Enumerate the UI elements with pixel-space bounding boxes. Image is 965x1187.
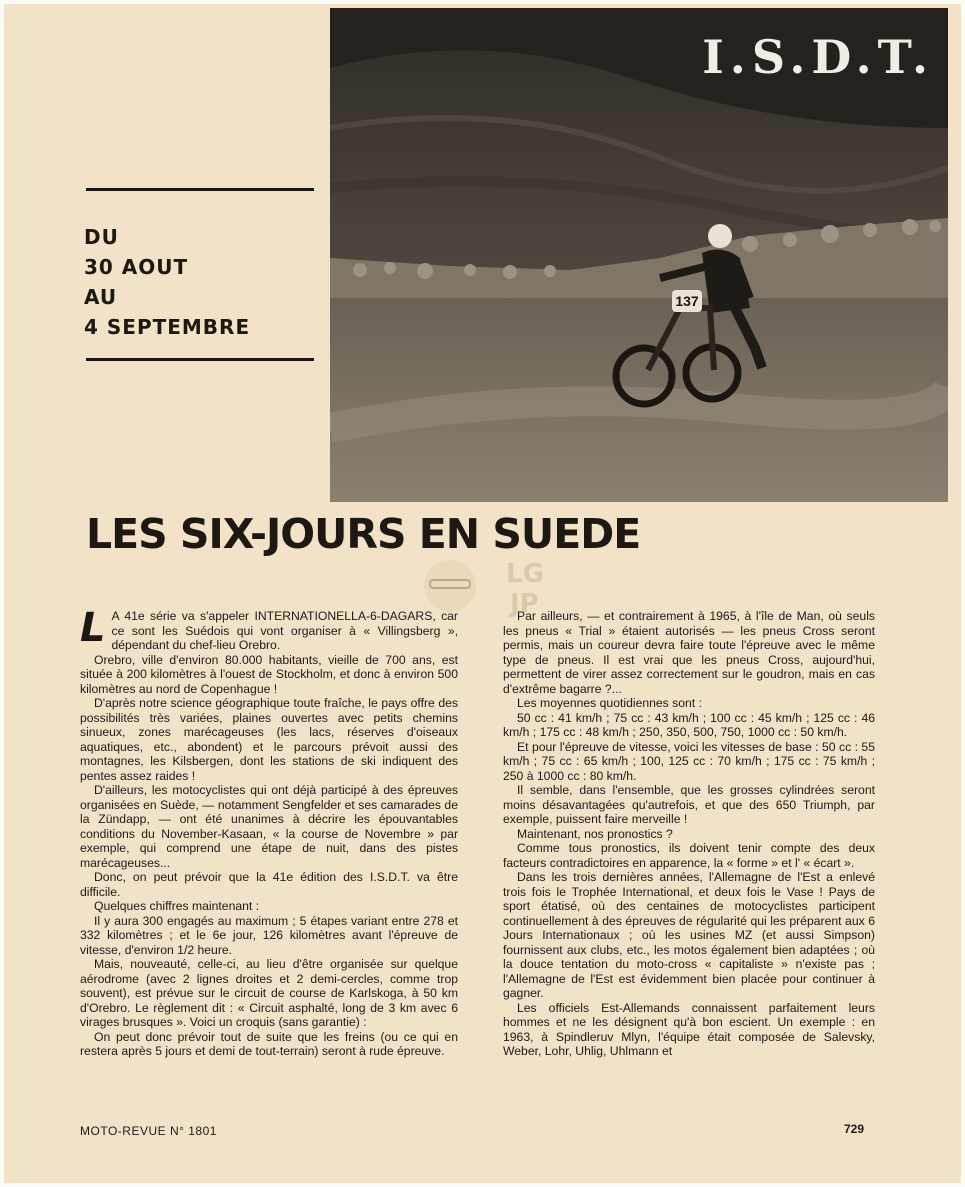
paragraph: Orebro, ville d'environ 80.000 habitants, vieille de 700 ans, est située à 200 kilomètres à l'ouest de Stockholm, et donc à environ 500 kilomètres au nord de Copenhague ! bbox=[80, 652, 458, 696]
dates-line-2: 30 AOUT bbox=[84, 255, 189, 279]
paragraph: Par ailleurs, — et contrairement à 1965, à l'île de Man, où seuls les pneus « Trial » étaient autorisés — les pneus Cross seront permis, mais un coureur devra faire toute l'épreuve avec le même type de pneus. Il est vrai que les pneus Cross, aujourd'hui, permettent de virer assez correctement sur le goudron, mais en cas d'extrême bagarre ?... bbox=[503, 609, 875, 696]
paragraph: D'ailleurs, les motocyclistes qui ont déjà participé à des épreuves organisées en Suède, — notamment Sengfelder et ses camarades de la Zündapp, — ont été unanimes à décrire les épouvantables conditions du November-Kasaan, « la course de Novembre » par exemple, qui comprend une étape de nuit, dans des pistes marécageuses... bbox=[80, 783, 458, 870]
magazine-footer: MOTO-REVUE N° 1801 bbox=[80, 1124, 217, 1138]
paragraph: Il semble, dans l'ensemble, que les grosses cylindrées seront moins désavantagées qu'autrefois, et que des 650 Triumph, par exemple, puissent faire merveille ! bbox=[503, 783, 875, 826]
paragraph: On peut donc prévoir tout de suite que les freins (ou ce qui en restera après 5 jours et demi de tout-terrain) seront à rude épreuve. bbox=[80, 1029, 458, 1058]
paragraph: Donc, on peut prévoir que la 41e édition des I.S.D.T. va être difficile. bbox=[80, 870, 458, 899]
paragraph: L A 41e série va s'appeler INTERNATIONELLA-6-DAGARS, car ce sont les Suédois qui vont organiser à « Villingsberg », dépendant du chef-lieu Orebro. bbox=[80, 605, 458, 652]
paragraph: Il y aura 300 engagés au maximum ; 5 étapes variant entre 278 et 332 kilomètres ; et le 6e jour, 126 kilomètres avant l'épreuve de vitesse, d'environ 1/2 heure. bbox=[80, 913, 458, 957]
isdt-tag: I.S.D.T. bbox=[702, 30, 934, 84]
page-number: 729 bbox=[844, 1122, 865, 1136]
bottom-rule bbox=[86, 358, 314, 361]
article-column-right bbox=[503, 609, 875, 1059]
paragraph: Et pour l'épreuve de vitesse, voici les vitesses de base : 50 cc : 55 km/h ; 75 cc : 65 km/h ; 100, 125 cc : 70 km/h ; 175 cc : 75 km/h ; 250 à 1000 cc : 80 km/h. bbox=[503, 739, 875, 783]
watermark-line-1: LG bbox=[506, 559, 544, 589]
paragraph: Les moyennes quotidiennes sont : bbox=[517, 696, 702, 710]
paragraph: Dans les trois dernières années, l'Allemagne de l'Est a enlevé trois fois le Trophée International, et deux fois le Vase ! Pays de sport étatisé, où des centaines de motocyclistes participent continuellement à des épreuves de régularité qui les préparent aux 6 Jours Internationaux ; où les usines MZ (et aussi Simpson) fournissent aux clubs, etc., les motos également bien adaptées ; où la douce tentation du moto-cross « capitaliste » n'existe pas ; l'Allemagne de l'Est est évidemment bien placée pour continuer à gagner. bbox=[503, 870, 875, 1000]
paragraph: Comme tous pronostics, ils doivent tenir compte des deux facteurs contradictoires en apparence, la « forme » et l' « écart ». bbox=[503, 841, 875, 870]
top-rule bbox=[86, 188, 314, 191]
dates-line-3: AU bbox=[84, 285, 118, 309]
magazine-page bbox=[4, 4, 961, 1183]
paragraph: Maintenant, nos pronostics ? bbox=[517, 826, 673, 841]
paragraph: D'après notre science géographique toute fraîche, le pays offre des possibilités très variées, plaines ouvertes avec petits chemins sinueux, zones marécageuses (les lacs, réserves d'oiseaux aquatiques, etc., abondent) et le parcours prévoit aussi des montagnes, les Kilsbergen, dont les stations de ski indiquent des pentes assez raides ! bbox=[80, 696, 458, 783]
paragraph: 50 cc : 41 km/h ; 75 cc : 43 km/h ; 100 cc : 45 km/h ; 125 cc : 46 km/h ; 175 cc : 48 km/h ; 250, 350, 500, 750, 1000 cc : 50 km/h. bbox=[503, 710, 875, 739]
dates-line-4: 4 SEPTEMBRE bbox=[84, 315, 251, 339]
dates-line-1: DU bbox=[84, 225, 119, 249]
event-dates bbox=[84, 222, 324, 342]
article-headline: LES SIX-JOURS EN SUEDE bbox=[86, 510, 641, 558]
article-column-left bbox=[80, 605, 458, 1059]
watermark-line-2: JP bbox=[510, 589, 539, 619]
paragraph: Les officiels Est-Allemands connaissent parfaitement leurs hommes et ne les désignent qu'à bon escient. Un exemple : en 1963, à Spindleruv Mlyn, l'équipe était composée de Salevsky, Weber, Lohr, Uhlig, Uhlmann et bbox=[503, 1000, 875, 1058]
race-number: 137 bbox=[675, 293, 699, 309]
paragraph: Mais, nouveauté, celle-ci, au lieu d'être organisée sur quelque aérodrome (avec 2 lignes droites et 2 demi-cercles, comme trop souvent), est prévue sur le circuit de course de Karlskoga, à 50 km d'Orebro. Le règlement dit : « Circuit asphalté, long de 3 km avec 6 virages brusques ». Voici un croquis (sans garantie) : bbox=[80, 957, 458, 1029]
drop-cap: L bbox=[80, 605, 106, 651]
motorcycle-photo bbox=[330, 8, 948, 502]
paragraph: Quelques chiffres maintenant : bbox=[94, 899, 260, 913]
